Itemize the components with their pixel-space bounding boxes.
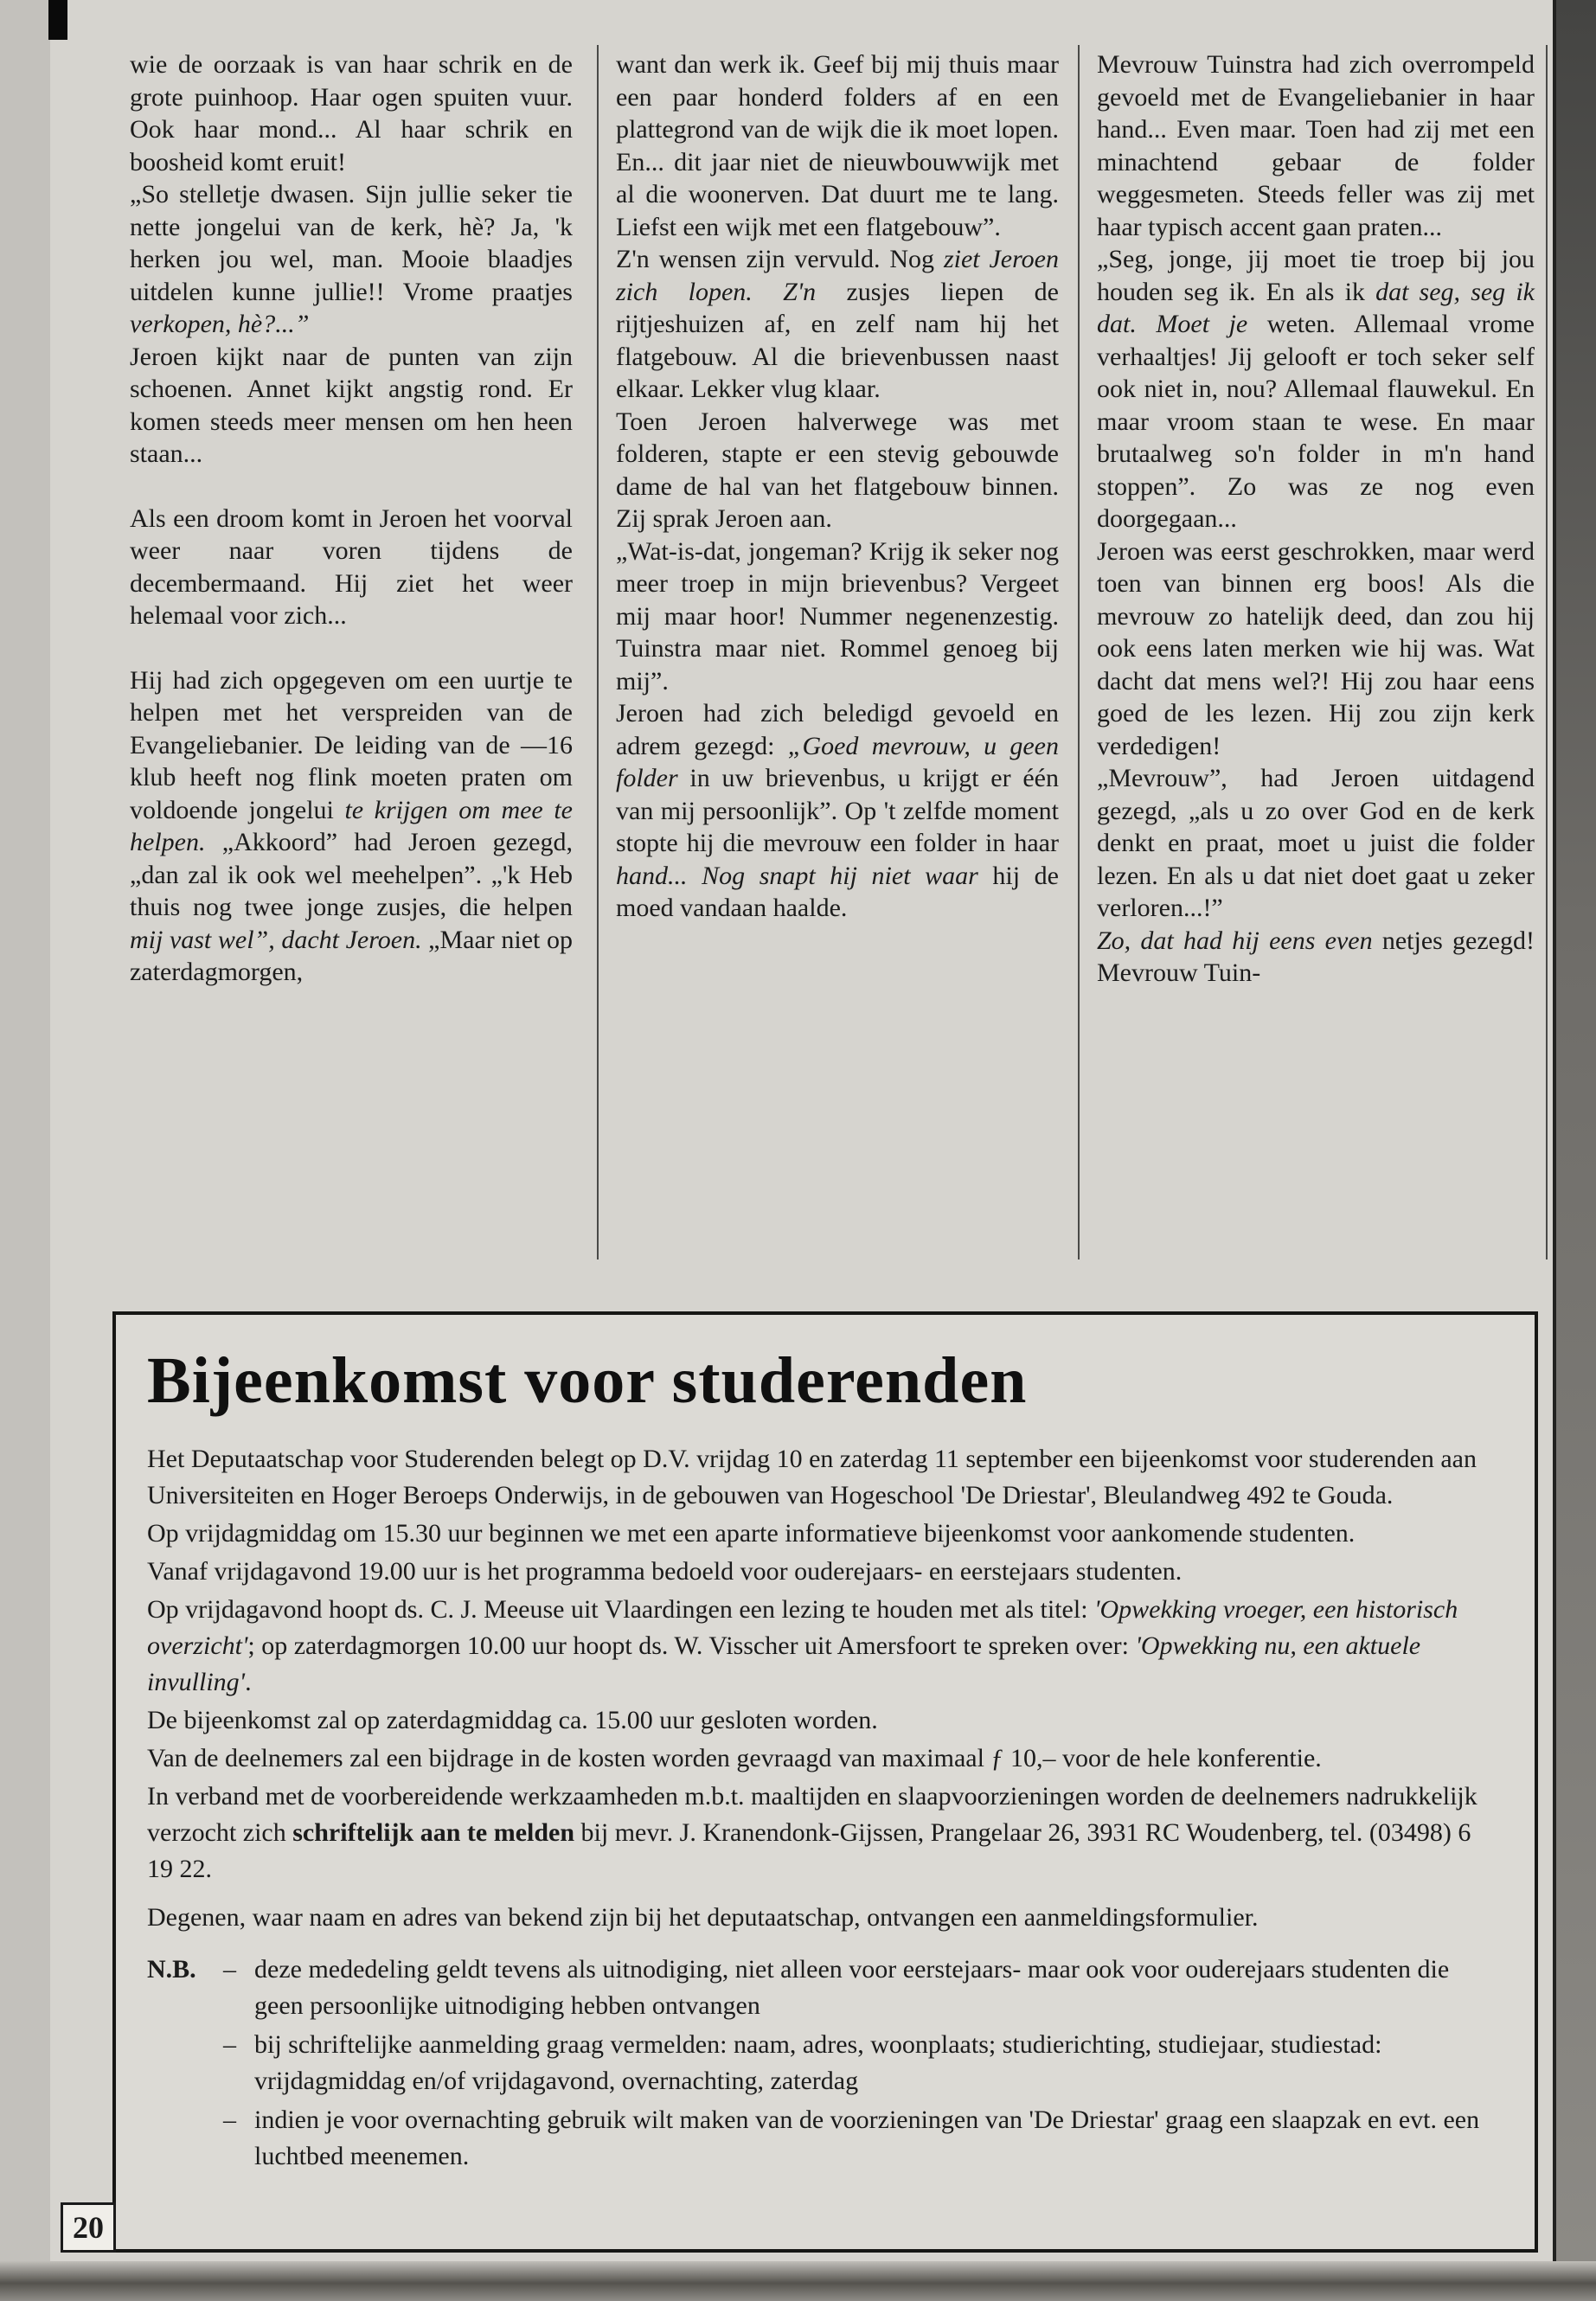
text-segment: De bijeenkomst zal op zaterdagmiddag ca. 15.00 uur gesloten worden.: [147, 1706, 878, 1734]
text-segment: in uw brievenbus, u krijgt er één van mij persoonlijk”. Op 't zelfde moment stopte hij die mevrouw een folder in haar: [616, 764, 1059, 857]
text-segment: want dan werk ik. Geef bij mij thuis maar een paar honderd folders af en een plattegrond van de wijk die ik moet lopen. En... dit jaar niet de nieuwbouwwijk met al die woonerven. Dat duurt me te lang. Liefst een wijk met een flatgebouw”.: [616, 50, 1059, 241]
nb-item: [223, 1952, 1500, 2024]
paragraph: [616, 697, 1059, 925]
text-segment: wie de oorzaak is van haar schrik en de grote puinhoop. Haar ogen spuiten vuur. Ook haar mond... Al haar schrik en boosheid komt eruit!: [130, 50, 573, 176]
paragraph: [130, 341, 573, 471]
text-segment: netjes gezegd! Mevrouw Tuin-: [1097, 926, 1535, 987]
text-segment: dat seg, seg ik dat. Moet je: [1097, 277, 1535, 338]
text-segment: bij schriftelijke aanmelding graag vermelden: naam, adres, woonplaats; studierichting, studiejaar, studiestad: vrijdagmiddag en/of vrijdagavond, overnachting, zaterdag: [254, 2030, 1382, 2095]
text-segment: 'Opwekking nu, een aktuele invulling': [147, 1631, 1421, 1696]
scan-artifact-bar: [48, 0, 67, 40]
page-number: [61, 2202, 116, 2253]
text-segment: verkopen, hè?...”: [130, 310, 310, 338]
paragraph: [1097, 243, 1535, 535]
paragraph: [616, 535, 1059, 698]
text-segment: In verband met de voorbereidende werkzaamheden m.b.t. maaltijden en slaapvoorzieningen worden de deelnemers nadrukkelijk verzocht zich: [147, 1782, 1477, 1847]
text-segment: Op vrijdagavond hoopt ds. C. J. Meeuse uit Vlaardingen een lezing te houden met als titel:: [147, 1595, 1095, 1624]
paragraph: [147, 1441, 1500, 1514]
paragraph: [616, 48, 1059, 243]
text-segment: hij de moed vandaan haalde.: [616, 861, 1059, 922]
text-segment: „Akkoord” had Jeroen gezegd, „dan zal ik ook wel meehelpen”. „'k Heb thuis nog twee jonge zusjes, die helpen: [130, 828, 573, 921]
column-right-rule: [1546, 45, 1548, 1259]
nb-label: N.B.: [147, 1955, 196, 1984]
text-segment: zusjes liepen de rijtjeshuizen af, en zelf nam hij het flatgebouw. Al die brievenbussen naast elkaar. Lekker vlug klaar.: [616, 277, 1059, 403]
announcement-title: Bijeenkomst voor studerenden: [147, 1344, 1028, 1417]
nb-item: [223, 2102, 1500, 2175]
text-segment: indien je voor overnachting gebruik wilt maken van de voorzieningen van 'De Driestar' graag een slaapzak en evt. een luchtbed meenemen.: [254, 2106, 1480, 2170]
column-divider-1: [597, 45, 599, 1259]
text-segment: Het Deputaatschap voor Studerenden belegt op D.V. vrijdag 10 en zaterdag 11 september een bijeenkomst voor studerenden aan Universiteiten en Hoger Beroeps Onderwijs, in de gebouwen van Hogeschool 'De Driestar', Bleulandweg 492 te Gouda.: [147, 1445, 1477, 1509]
text-segment: Jeroen had zich beledigd gevoeld en adrem gezegd:: [616, 699, 1059, 760]
dash-marker: –: [223, 2106, 236, 2134]
paragraph: [147, 1554, 1500, 1590]
dash-marker: –: [223, 1955, 236, 1984]
paragraph: [1097, 535, 1535, 763]
paragraph: [130, 178, 573, 341]
paragraph: [147, 1740, 1500, 1777]
paragraph: [1097, 48, 1535, 243]
column-2: [616, 48, 1059, 925]
nb-item-text: [254, 2102, 1500, 2175]
column-1: [130, 48, 573, 989]
paragraph: [130, 503, 573, 632]
text-segment: Zo, dat had hij eens even: [1097, 926, 1373, 955]
announcement-box: [112, 1311, 1538, 2253]
nb-item-text: [254, 1952, 1500, 2024]
scan-edge-left: [0, 0, 50, 2301]
paragraph: [147, 1516, 1500, 1552]
text-segment: Jeroen kijkt naar de punten van zijn schoenen. Annet kijkt angstig rond. Er komen steeds meer mensen om hen heen staan...: [130, 342, 573, 468]
text-segment: Z'n wensen zijn vervuld. Nog: [616, 245, 944, 273]
text-segment: „Maar niet op zaterdagmorgen,: [130, 925, 573, 986]
dash-marker: –: [223, 2030, 236, 2059]
text-segment: te krijgen om mee te helpen.: [130, 795, 573, 856]
text-segment: „Wat-is-dat, jongeman? Krijg ik seker nog meer troep in mijn brievenbus? Vergeet mij maar hoor! Nummer negenenzestig. Tuinstra maar niet. Rommel genoeg bij mij”.: [616, 536, 1059, 695]
text-segment: weten. Allemaal vrome verhaaltjes! Jij gelooft er toch seker self ook niet in, nou? Allemaal flauwekul. En maar vroom staan te wese. En maar brutaalweg so'n folder in m'n hand stoppen”. Zo was ze nog even doorgegaan...: [1097, 310, 1535, 533]
nb-section: [147, 1952, 1500, 2177]
paragraph: [616, 406, 1059, 535]
page-number-text: 20: [73, 2210, 104, 2245]
nb-items: [223, 1952, 1500, 2177]
text-segment: „Seg, jonge, jij moet tie troep bij jou houden seg ik. En als ik: [1097, 245, 1535, 306]
paragraph: [616, 243, 1059, 406]
announcement-body: [147, 1441, 1500, 1936]
nb-item: [223, 2027, 1500, 2099]
text-segment: „Goed mevrouw, u geen folder: [616, 731, 1059, 792]
paragraph: [147, 1900, 1500, 1936]
text-segment: „Mevrouw”, had Jeroen uitdagend gezegd, „als u zo over God en de kerk denkt en praat, moet u juist die folder lezen. En als u dat niet doet gaat u zeker verloren...!”: [1097, 764, 1535, 922]
scan-edge-bottom: [0, 2261, 1596, 2301]
text-segment: Op vrijdagmiddag om 15.30 uur beginnen we met een aparte informatieve bijeenkomst voor aankomende studenten.: [147, 1519, 1356, 1548]
text-segment: Als een droom komt in Jeroen het voorval weer naar voren tijdens de decembermaand. Hij ziet het weer helemaal voor zich...: [130, 503, 573, 630]
text-segment: deze mededeling geldt tevens als uitnodiging, niet alleen voor eerstejaars- maar ook voor ouderejaars studenten die geen persoonlijke uitnodiging hebben ontvangen: [254, 1955, 1450, 2020]
text-segment: Degenen, waar naam en adres van bekend zijn bij het deputaatschap, ontvangen een aanmeldingsformulier.: [147, 1903, 1259, 1932]
paragraph: [147, 1779, 1500, 1888]
text-segment: Toen Jeroen halverwege was met folderen, stapte er een stevig gebouwde dame de hal van het flatgebouw binnen. Zij sprak Jeroen aan.: [616, 407, 1059, 533]
paragraph: [147, 1592, 1500, 1701]
text-segment: Van de deelnemers zal een bijdrage in de kosten worden gevraagd van maximaal ƒ 10,– voor de hele konferentie.: [147, 1744, 1322, 1772]
text-segment: ziet Jeroen zich lopen. Z'n: [616, 245, 1059, 306]
paragraph: [1097, 925, 1535, 990]
text-segment: Vanaf vrijdagavond 19.00 uur is het programma bedoeld voor ouderejaars- en eerstejaars studenten.: [147, 1557, 1183, 1586]
text-segment: Mevrouw Tuinstra had zich overrompeld gevoeld met de Evangeliebanier in haar hand... Even maar. Toen had zij met een minachtend gebaar de folder weggesmeten. Steeds feller was zij met haar typisch accent gaan praten...: [1097, 50, 1535, 241]
nb-item-text: [254, 2027, 1500, 2099]
text-segment: „So stelletje dwasen. Sijn jullie seker tie nette jongelui van de kerk, hè? Ja, 'k herken jou wel, man. Mooie blaadjes uitdelen kunne jullie!! Vrome praatjes: [130, 180, 573, 306]
text-segment: ; op zaterdagmorgen 10.00 uur hoopt ds. W. Visscher uit Amersfoort te spreken over:: [247, 1631, 1136, 1660]
text-segment: Hij had zich opgegeven om een uurtje te helpen met het verspreiden van de Evangeliebanier. De leiding van de —16 klub heeft nog flink moeten praten om voldoende jongelui: [130, 665, 573, 824]
paragraph: [130, 48, 573, 178]
text-segment: hand... Nog snapt hij niet waar: [616, 861, 978, 890]
scan-edge-right: [1553, 0, 1596, 2301]
text-segment: mij vast wel”, dacht Jeroen.: [130, 925, 422, 954]
column-divider-2: [1078, 45, 1080, 1259]
text-segment: .: [245, 1668, 252, 1696]
text-segment: bij mevr. J. Kranendonk-Gijssen, Prangelaar 26, 3931 RC Woudenberg, tel. (03498) 6 19 22.: [147, 1818, 1471, 1883]
paragraph: [1097, 762, 1535, 925]
text-segment: 'Opwekking vroeger, een historisch overzicht': [147, 1595, 1458, 1660]
paragraph: [130, 664, 573, 989]
column-3: [1097, 48, 1535, 990]
text-segment: schriftelijk aan te melden: [292, 1818, 575, 1847]
text-segment: Jeroen was eerst geschrokken, maar werd toen van binnen erg boos! Als die mevrouw zo hatelijk deed, dan zou hij ook eens laten merken wie hij was. Wat dacht dat mens wel?! Hij zou haar eens goed de les lezen. Hij zou zijn kerk verdedigen!: [1097, 536, 1535, 760]
paragraph: [147, 1702, 1500, 1739]
